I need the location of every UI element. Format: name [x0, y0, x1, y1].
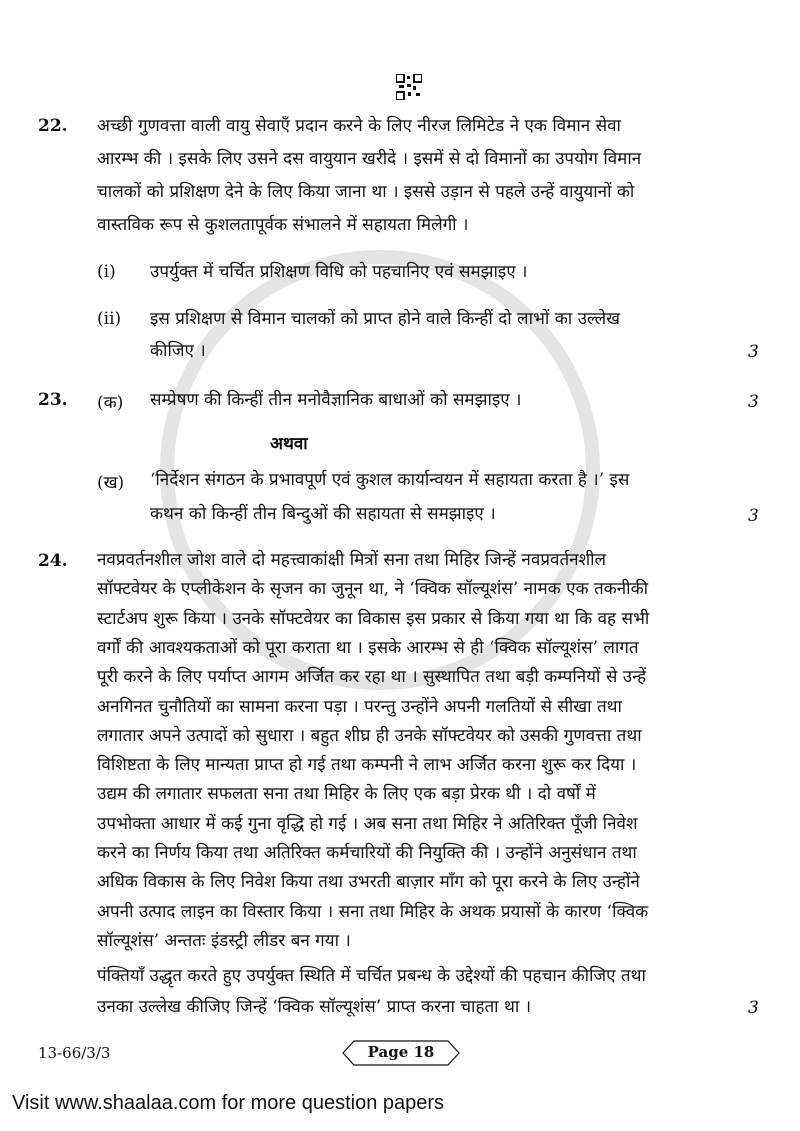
question-text-line: अधिक विकास के लिए निवेश किया तथा उभरती बाज़ार माँग को पूरा करने के लिए उन्होंने — [97, 872, 640, 893]
question-text-line: चालकों को प्रशिक्षण देने के लिए किया जाना था । इससे उड़ान से पहले उन्हें वायुयानों को — [97, 182, 635, 202]
question-text-line: अच्छी गुणवत्ता वाली वायु सेवाएँ प्रदान करने के लिए नीरज लिमिटेड ने एक विमान सेवा — [97, 116, 621, 136]
part-text-line: इस प्रशिक्षण से विमान चालकों को प्राप्त होने वाले किन्हीं दो लाभों का उल्लेख — [150, 309, 621, 329]
question-text-line: नवप्रवर्तनशील जोश वाले दो महत्त्वाकांक्षी मित्रों सना तथा मिहिर जिन्हें नवप्रवर्तनशील — [97, 550, 607, 570]
part-label: (ख) — [97, 473, 125, 493]
marks: 3 — [748, 506, 759, 526]
question-text-line: अनगिनत चुनौतियों का सामना करना पड़ा । परन्तु उन्होंने अपनी गलतियों से सीखा तथा — [97, 696, 622, 717]
question-text-line: करने का निर्णय किया तथा अतिरिक्त कर्मचारियों की नियुक्ति की । उन्होंने अनुसंधान तथा — [97, 843, 637, 863]
question-text-line: लगातार अपने उत्पादों को सुधारा । बहुत शीघ्र ही उनके सॉफ्टवेयर को उसकी गुणवत्ता तथा — [97, 725, 642, 746]
question-text-line: आरम्भ की । इसके लिए उसने दस वायुयान खरीदे । इसमें से दो विमानों का उपयोग विमान — [97, 149, 642, 169]
marks: 3 — [748, 392, 759, 412]
question-text-line: उद्यम की लगातार सफलता सना तथा मिहिर के लिए एक बड़ा प्रेरक थी । दो वर्षों में — [97, 784, 596, 805]
question-text-line: सॉल्यूशंस’ अन्ततः इंडस्ट्री लीडर बन गया । — [97, 930, 351, 951]
question-text-line: वर्गों की आवश्यकताओं को पूरा कराता था । इसके आरम्भ से ही ‘क्विक सॉल्यूशंस’ लागत — [97, 637, 639, 658]
or-label: अथवा — [270, 434, 308, 454]
question-text-line: विशिष्टता के लिए मान्यता प्राप्त हो गई तथा कम्पनी ने लाभ अर्जित करना शुरू कर दिया । — [97, 755, 637, 776]
question-prompt-line: उनका उल्लेख कीजिए जिन्हें ‘क्विक सॉल्यूशंस’ प्राप्त करना चाहता था । — [97, 997, 532, 1018]
part-text-line: कथन को किन्हीं तीन बिन्दुओं की सहायता से समझाइए । — [150, 504, 496, 524]
visit-link[interactable]: Visit www.shaalaa.com for more question papers — [12, 1092, 445, 1114]
marks: 3 — [748, 998, 759, 1019]
part-label: (i) — [97, 262, 116, 282]
paper-code: 13-66/3/3 — [38, 1044, 111, 1062]
question-text-line: उपभोक्ता आधार में कई गुना वृद्धि हो गई । अब सना तथा मिहिर ने अतिरिक्त पूँजी निवेश — [97, 813, 638, 834]
question-prompt-line: पंक्तियाँ उद्धृत करते हुए उपर्युक्त स्थिति में चर्चित प्रबन्ध के उद्देश्यों की पहचान कीजिए तथा — [97, 966, 646, 987]
question-text-line: सॉफ्टवेयर के एप्लीकेशन के सृजन का जुनून था, ने ‘क्विक सॉल्यूशंस’ नामक एक तकनीकी — [97, 579, 649, 600]
part-label: (ii) — [97, 309, 122, 329]
qr-code-icon — [396, 74, 422, 100]
question-text-line: पूरी करने के लिए पर्याप्त आगम अर्जित कर रहा था । सुस्थापित तथा बड़ी कम्पनियों से उन्हें — [97, 667, 647, 688]
question-text-line: स्टार्टअप शुरू किया । उनके सॉफ्टवेयर का विकास इस प्रकार से किया गया था कि वह सभी — [97, 608, 650, 629]
page-number-badge — [342, 1040, 460, 1066]
question-number: 22. — [38, 116, 68, 136]
part-text-line: सम्प्रेषण की किन्हीं तीन मनोवैज्ञानिक बाधाओं को समझाइए । — [150, 390, 522, 410]
part-text-line: ‘निर्देशन संगठन के प्रभावपूर्ण एवं कुशल कार्यान्वयन में सहायता करता है ।’ इस — [150, 470, 630, 490]
part-text-line: उपर्युक्त में चर्चित प्रशिक्षण विधि को पहचानिए एवं समझाइए । — [150, 262, 528, 282]
question-number: 24. — [38, 551, 68, 571]
part-label: (क) — [97, 393, 124, 413]
page-number: Page 18 — [367, 1043, 435, 1061]
question-text-line: अपनी उत्पाद लाइन का विस्तार किया । सना तथा मिहिर के अथक प्रयासों के कारण ‘क्विक — [97, 901, 649, 922]
marks: 3 — [748, 342, 759, 362]
question-number: 23. — [38, 390, 68, 410]
part-text-line: कीजिए । — [150, 341, 206, 361]
question-text-line: वास्तविक रूप से कुशलतापूर्वक संभालने में सहायता मिलेगी । — [97, 215, 469, 235]
